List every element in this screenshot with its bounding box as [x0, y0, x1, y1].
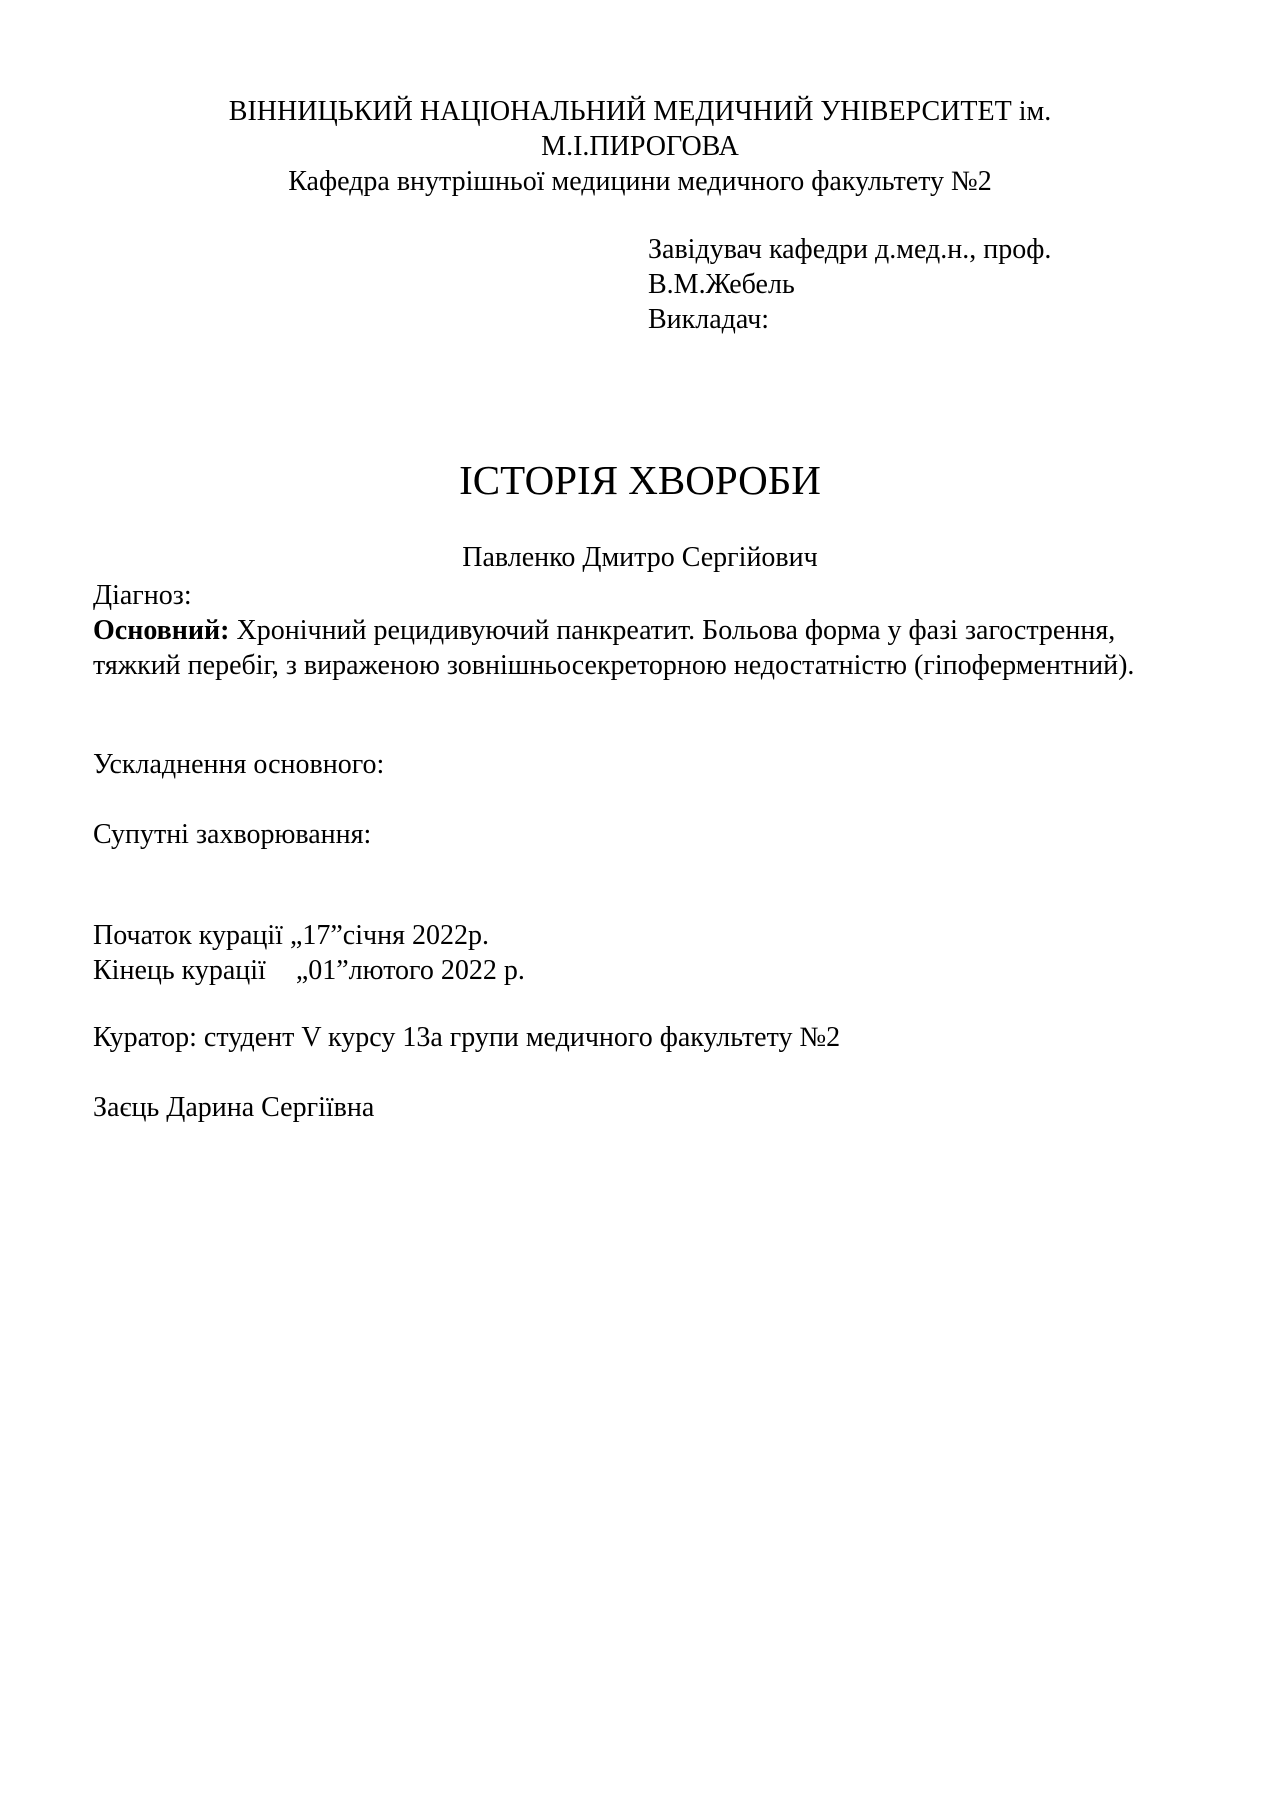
teacher-label: Викладач:: [648, 304, 770, 335]
head-of-department-line2: В.М.Жебель: [648, 269, 795, 300]
main-diagnosis-label: Основний:: [93, 615, 230, 646]
student-name: Заєць Дарина Сергіївна: [93, 1092, 375, 1123]
curation-start-label: Початок курації: [93, 920, 283, 951]
curation-end-label: Кінець курації: [93, 955, 266, 986]
curation-end: [93, 953, 1193, 988]
patient-name: Павленко Дмитро Сергійович: [462, 542, 818, 573]
curation-start-date: „17”січня 2022р.: [289, 920, 489, 951]
curator-line: Куратор: студент V курсу 13а групи медичного факультету №2: [93, 1022, 841, 1053]
department-name: Кафедра внутрішньої медицини медичного факультету №2: [288, 166, 992, 197]
diagnosis-section: [93, 578, 1193, 683]
curation-dates: [93, 918, 1193, 988]
document-title: ІСТОРІЯ ХВОРОБИ: [459, 457, 821, 503]
approval-block: [648, 232, 1208, 337]
university-name-line2: М.І.ПИРОГОВА: [541, 131, 739, 162]
curation-start: [93, 918, 1193, 953]
university-name-line1: ВІННИЦЬКИЙ НАЦІОНАЛЬНИЙ МЕДИЧНИЙ УНІВЕРСИТЕТ ім.: [228, 96, 1052, 127]
main-diagnosis: [93, 613, 1193, 683]
main-diagnosis-text: Хронічний рецидивуючий панкреатит. Больова форма у фазі загострення, тяжкий перебіг, з вираженою зовнішньосекреторною недостатністю (гіпоферментний).: [93, 615, 1135, 681]
concomitant-diseases-label: Супутні захворювання:: [93, 819, 372, 850]
head-of-department-line1: Завідувач кафедри д.мед.н., проф.: [648, 234, 1052, 265]
curation-end-date: „01”лютого 2022 р.: [295, 955, 525, 986]
complications-label: Ускладнення основного:: [93, 749, 385, 780]
document-header: [190, 94, 1090, 199]
diagnosis-label: Діагноз:: [93, 580, 192, 611]
